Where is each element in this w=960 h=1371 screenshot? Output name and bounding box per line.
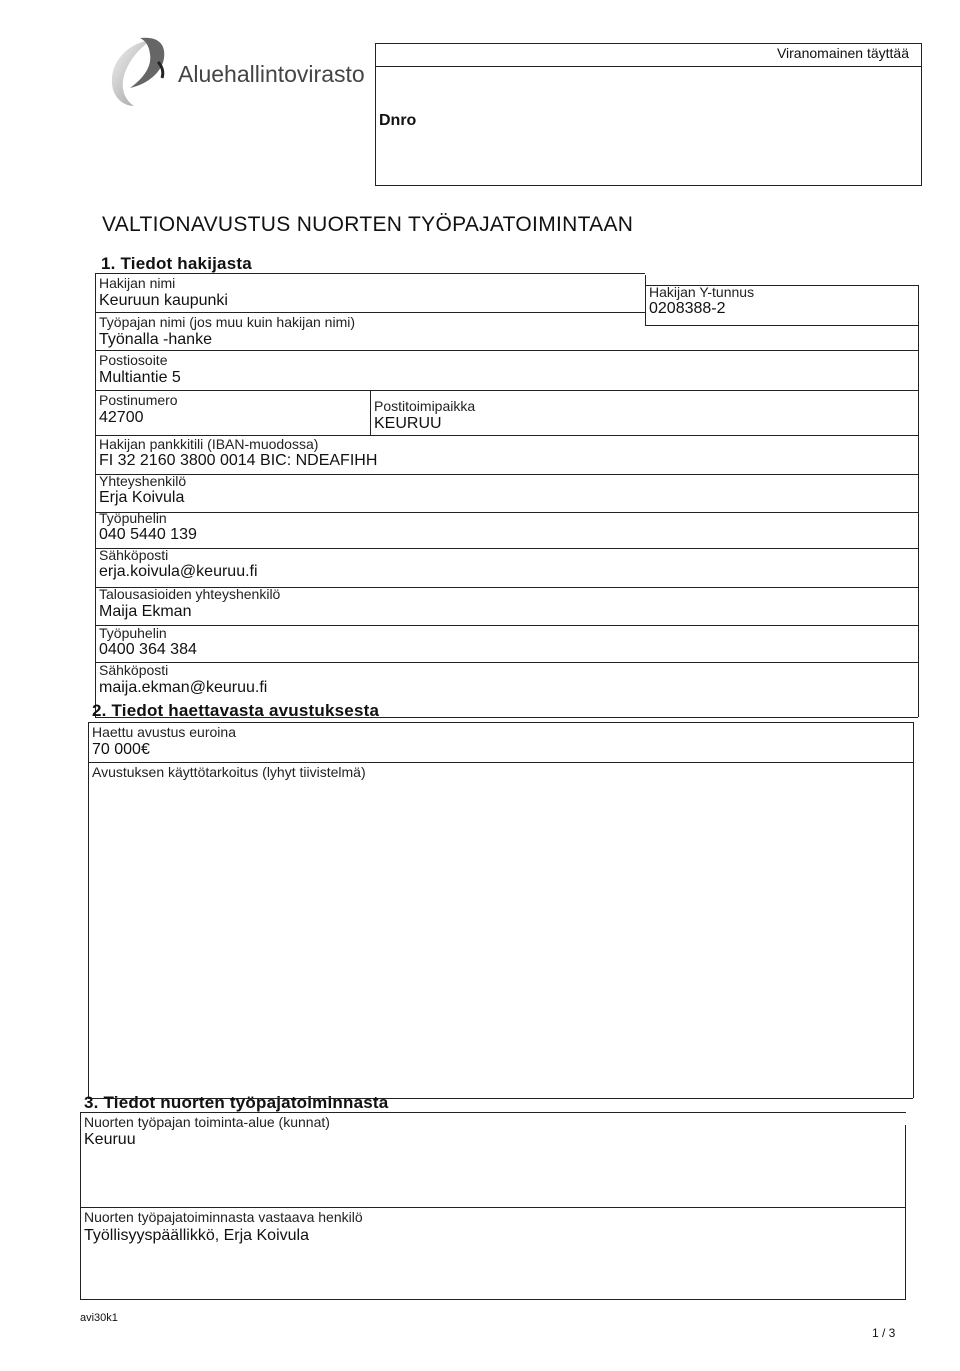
business-id-value: 0208388-2	[649, 300, 726, 317]
rule-s2-top	[88, 722, 913, 723]
section2-left-border	[88, 722, 89, 1098]
applicant-name-label: Hakijan nimi	[99, 275, 176, 291]
city-label: Postitoimipaikka	[374, 398, 476, 414]
finance-email-value: maija.ekman@keuruu.fi	[99, 679, 268, 696]
street-value: Multiantie 5	[99, 369, 181, 386]
dnro-label: Dnro	[379, 112, 417, 129]
section3-right-border	[905, 1125, 906, 1299]
business-id-divider	[645, 275, 646, 325]
section3-heading: 3. Tiedot nuorten työpajatoiminnasta	[84, 1093, 389, 1112]
area-value: Keuruu	[84, 1131, 136, 1148]
rule-10	[95, 625, 918, 626]
authority-box-divider	[376, 66, 921, 67]
section1-left-border	[95, 273, 96, 717]
rule-11	[95, 662, 918, 663]
postcode-value: 42700	[99, 409, 144, 426]
rule-s3-2	[80, 1207, 906, 1208]
section1-heading: 1. Tiedot hakijasta	[101, 254, 252, 273]
section1-right-border	[918, 285, 919, 717]
rule-3	[95, 350, 918, 351]
rule-2	[95, 312, 645, 313]
email-value: erja.koivula@keuruu.fi	[99, 563, 258, 580]
rule-top	[95, 273, 645, 274]
bank-label: Hakijan pankkitili (IBAN-muodossa)	[99, 436, 319, 452]
authority-box-title: Viranomainen täyttää	[776, 45, 909, 61]
rule-2-right	[645, 325, 919, 326]
responsible-value: Työllisyyspäällikkö, Erja Koivula	[84, 1227, 309, 1244]
contact-value: Erja Koivula	[99, 489, 185, 506]
authority-box	[375, 43, 922, 186]
phone-value: 040 5440 139	[99, 526, 197, 543]
rule-8	[95, 548, 918, 549]
city-value: KEURUU	[374, 415, 442, 432]
email-label: Sähköposti	[99, 547, 169, 563]
workshop-name-value: Työnalla -hanke	[99, 331, 212, 348]
finance-phone-label: Työpuhelin	[99, 625, 167, 641]
business-id-label: Hakijan Y-tunnus	[649, 284, 755, 300]
page-title: VALTIONAVUSTUS NUORTEN TYÖPAJATOIMINTAAN	[102, 213, 634, 236]
amount-label: Haettu avustus euroina	[92, 724, 236, 740]
rule-s3-top	[80, 1112, 906, 1113]
applicant-name-value: Keuruun kaupunki	[99, 292, 228, 309]
contact-label: Yhteyshenkilö	[99, 473, 187, 489]
responsible-label: Nuorten työpajatoiminnasta vastaava henkilö	[84, 1209, 363, 1225]
postcode-divider	[370, 390, 371, 435]
finance-phone-value: 0400 364 384	[99, 641, 197, 658]
section2-right-border	[913, 722, 914, 1098]
rule-4	[95, 390, 918, 391]
finance-contact-label: Talousasioiden yhteyshenkilö	[99, 586, 281, 602]
rule-7	[95, 512, 918, 513]
logo-text: Aluehallintovirasto	[178, 61, 365, 87]
phone-label: Työpuhelin	[99, 510, 167, 526]
rule-s2-2	[88, 762, 913, 763]
area-label: Nuorten työpajan toiminta-alue (kunnat)	[84, 1114, 330, 1130]
finance-email-label: Sähköposti	[99, 662, 169, 678]
logo	[100, 32, 400, 112]
rule-s3-bottom	[80, 1299, 906, 1300]
form-code: avi30k1	[80, 1312, 118, 1324]
finance-contact-value: Maija Ekman	[99, 603, 192, 620]
amount-value: 70 000€	[92, 741, 150, 758]
bank-value: FI 32 2160 3800 0014 BIC: NDEAFIHH	[99, 452, 378, 469]
page-number: 1 / 3	[872, 1326, 896, 1340]
workshop-name-label: Työpajan nimi (jos muu kuin hakijan nimi)	[99, 314, 355, 330]
rule-6	[95, 474, 918, 475]
section3-left-border	[80, 1112, 81, 1299]
avi-logo-icon	[100, 32, 180, 112]
purpose-label: Avustuksen käyttötarkoitus (lyhyt tiivistelmä)	[92, 764, 366, 780]
postcode-label: Postinumero	[99, 392, 178, 408]
section2-heading: 2. Tiedot haettavasta avustuksesta	[92, 701, 380, 720]
street-label: Postiosoite	[99, 352, 168, 368]
